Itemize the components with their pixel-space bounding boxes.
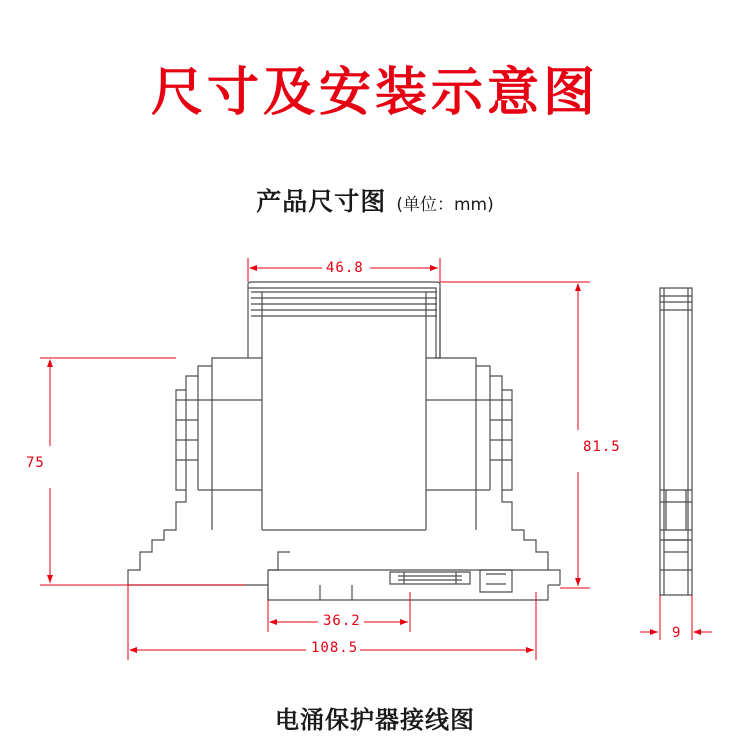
subtitle-row xyxy=(0,182,750,218)
side-view-outline xyxy=(660,288,692,595)
dimension-label-width-top: 46.8 xyxy=(326,260,364,276)
bottom-caption: 电涌保护器接线图 xyxy=(275,706,475,734)
subtitle-text: 产品尺寸图 xyxy=(256,187,387,216)
dimension-label-height-right: 81.5 xyxy=(583,439,621,455)
page-title: 尺寸及安装示意图 xyxy=(150,63,599,123)
dimension-label-side-thickness: 9 xyxy=(672,625,682,641)
dimension-label-height-left: 75 xyxy=(26,455,45,471)
subtitle-unit: (单位：mm) xyxy=(396,195,494,215)
drawing-canvas xyxy=(0,240,750,690)
front-view-outline xyxy=(128,282,560,600)
technical-drawing-svg xyxy=(0,240,750,690)
dimension-label-bottom-total: 108.5 xyxy=(311,640,359,656)
dimension-label-bottom-inner: 36.2 xyxy=(323,613,361,629)
